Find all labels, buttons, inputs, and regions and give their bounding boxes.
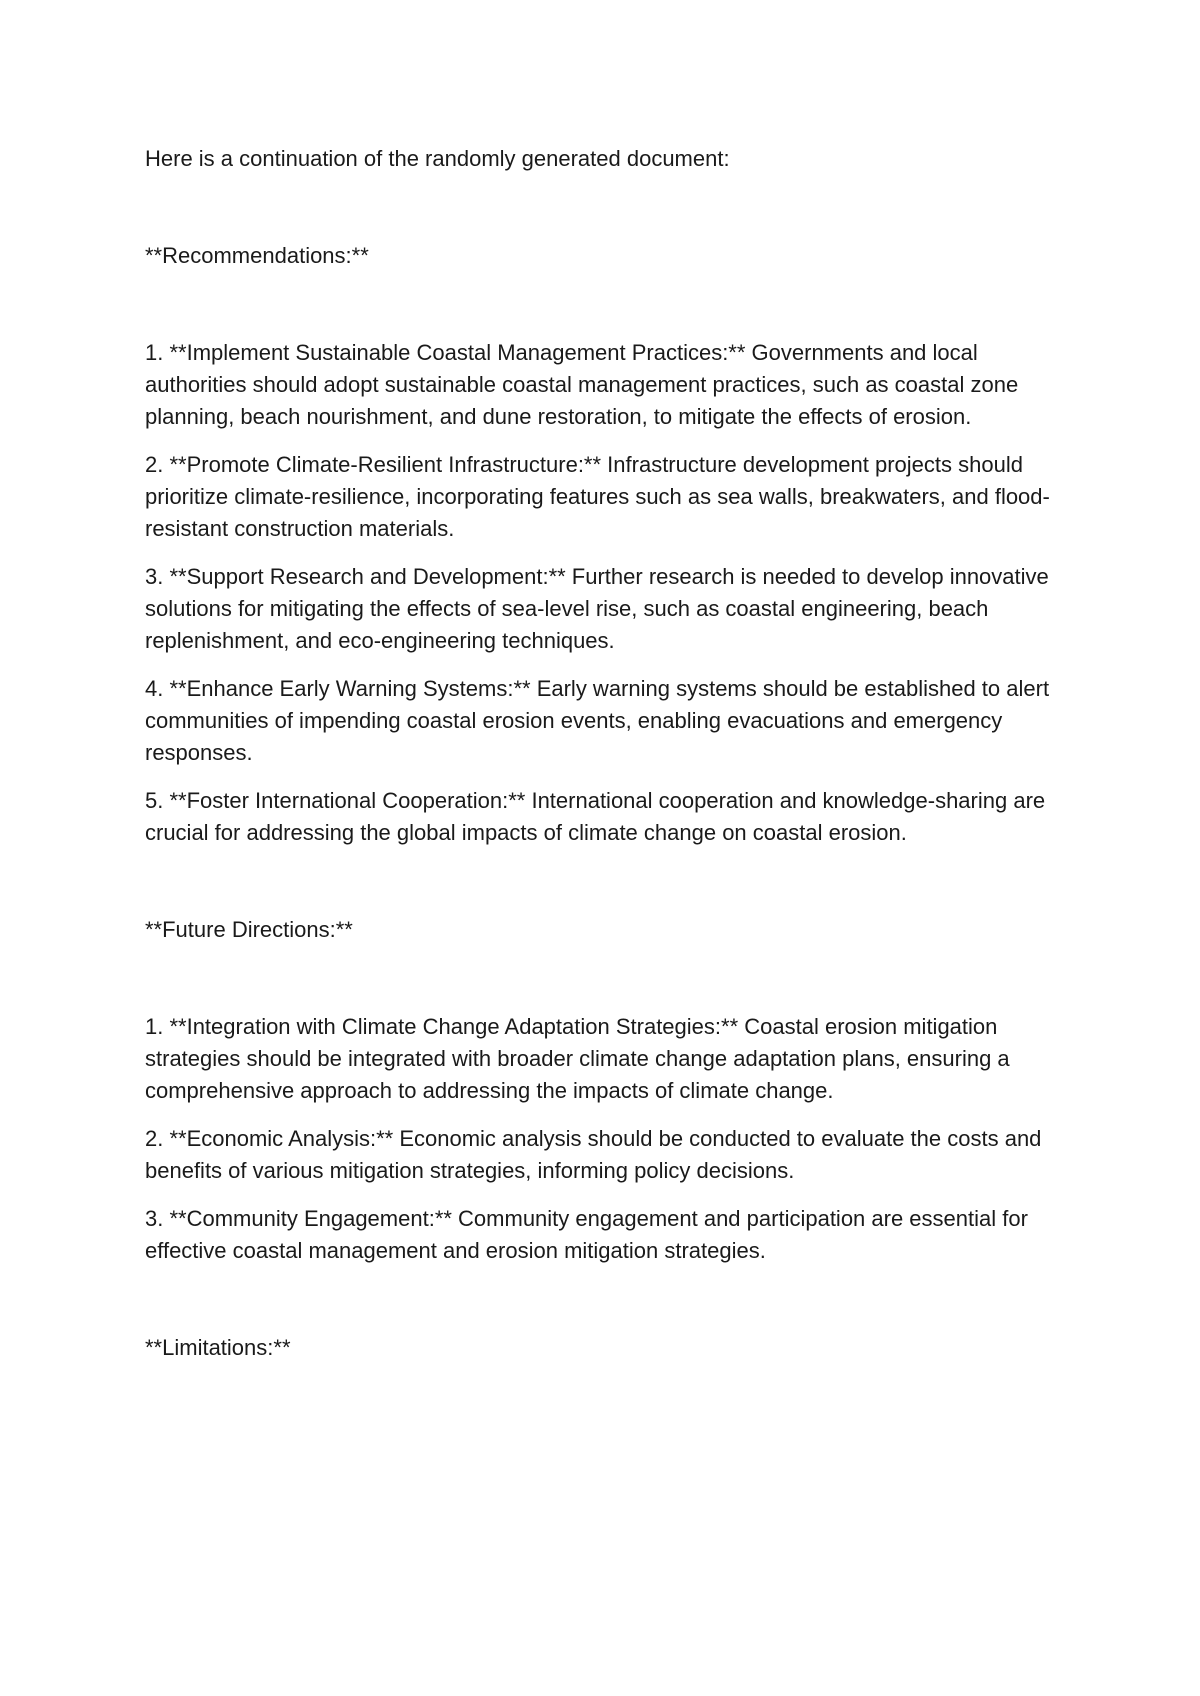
limitations-heading: **Limitations:** xyxy=(145,1335,291,1360)
document-page xyxy=(145,143,1065,1429)
recommendation-item-1: 1. **Implement Sustainable Coastal Management Practices:** Governments and local authorities should adopt sustainable coastal management practices, such as coastal zone planning, beach nourishment, and dune restoration, to mitigate the effects of erosion. xyxy=(145,340,1019,429)
recommendation-item-4: 4. **Enhance Early Warning Systems:** Early warning systems should be established to alert communities of impending coastal erosion events, enabling evacuations and emergency responses. xyxy=(145,676,1050,765)
recommendation-item-3: 3. **Support Research and Development:** Further research is needed to develop innovative solutions for mitigating the effects of sea-level rise, such as coastal engineering, beach replenishment, and eco-engineering techniques. xyxy=(145,564,1049,653)
recommendation-item-2: 2. **Promote Climate-Resilient Infrastructure:** Infrastructure development projects should prioritize climate-resilience, incorporating features such as sea walls, breakwaters, and flood-resistant construction materials. xyxy=(145,452,1050,541)
future-directions-list xyxy=(145,1011,1065,1267)
future-direction-item-2: 2. **Economic Analysis:** Economic analysis should be conducted to evaluate the costs and benefits of various mitigation strategies, informing policy decisions. xyxy=(145,1126,1042,1183)
future-direction-item-1: 1. **Integration with Climate Change Adaptation Strategies:** Coastal erosion mitigation strategies should be integrated with broader climate change adaptation plans, ensuring a comprehensive approach to addressing the impacts of climate change. xyxy=(145,1014,1010,1103)
recommendation-item-5: 5. **Foster International Cooperation:** International cooperation and knowledge-sharing are crucial for addressing the global impacts of climate change on coastal erosion. xyxy=(145,788,1046,845)
future-direction-item-3: 3. **Community Engagement:** Community engagement and participation are essential for effective coastal management and erosion mitigation strategies. xyxy=(145,1206,1028,1263)
recommendations-list xyxy=(145,337,1065,849)
intro-paragraph: Here is a continuation of the randomly generated document: xyxy=(145,146,730,171)
future-directions-heading: **Future Directions:** xyxy=(145,917,353,942)
recommendations-heading: **Recommendations:** xyxy=(145,243,369,268)
